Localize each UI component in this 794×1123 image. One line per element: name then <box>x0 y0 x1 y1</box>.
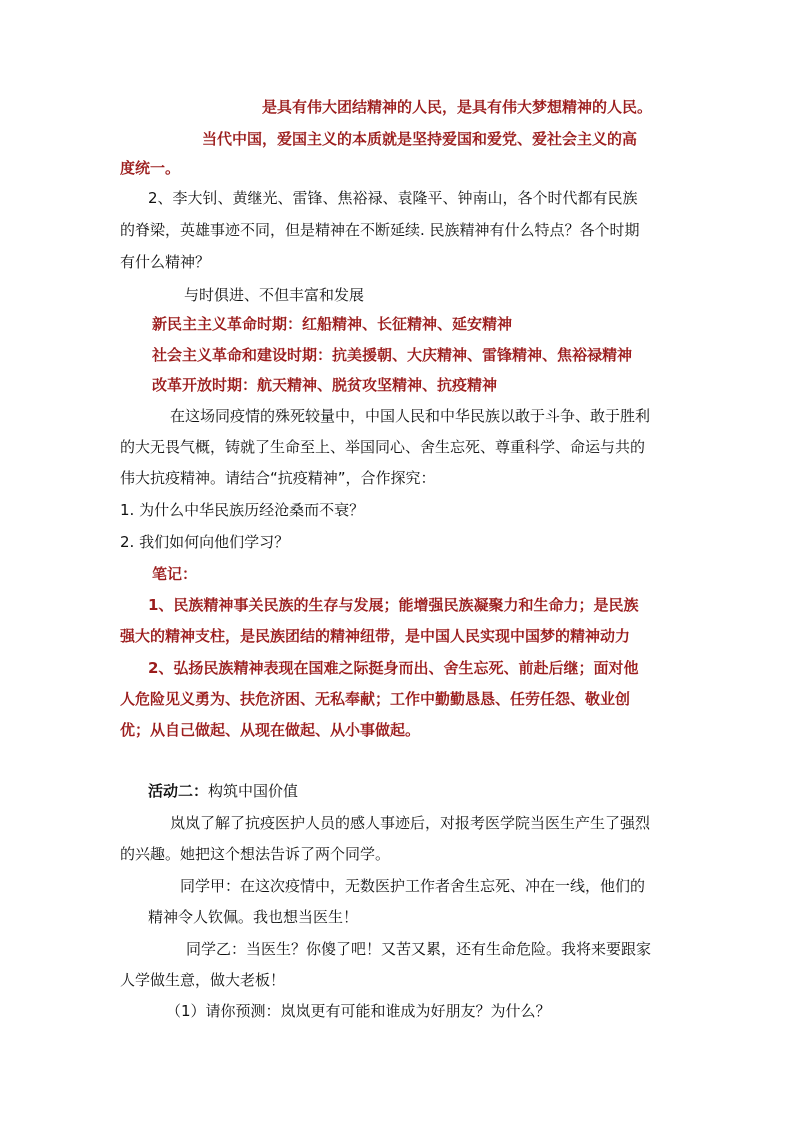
answer2-period-2 <box>152 345 632 365</box>
period-label: 改革开放时期： <box>152 376 258 394</box>
epidemic-line3: 伟大抗疫精神。请结合“抗疫精神”，合作探究： <box>120 469 436 487</box>
q2-line2: 的脊梁，英雄事迹不同，但是精神在不断延续. 民族精神有什么特点？各个时期 <box>120 221 640 239</box>
epidemic-line2: 的大无畏气概，铸就了生命至上、举国同心、舍生忘死、尊重科学、命运与共的 <box>120 438 646 456</box>
answer2-period-3 <box>152 375 497 395</box>
para1-line3: 度统一。 <box>120 159 181 177</box>
notes-item2-line3: 优；从自己做起、从现在做起、从小事做起。 <box>120 721 421 739</box>
q2-line1: 2、李大钊、黄继光、雷锋、焦裕禄、袁隆平、钟南山，各个时代都有民族 <box>148 189 638 207</box>
epidemic-question1: 1. 为什么中华民族历经沧桑而不衰？ <box>120 501 365 519</box>
activity2-question1: （1）请你预测：岚岚更有可能和谁成为好朋友？为什么？ <box>166 1002 551 1020</box>
notes-item2-line2: 人危险见义勇为、扶危济困、无私奉献；工作中勤勤恳恳、任劳任怨、敬业创 <box>120 690 631 708</box>
notes-item1-line1: 1、民族精神事关民族的生存与发展；能增强民族凝聚力和生命力；是民族 <box>148 596 639 614</box>
activity2-label: 活动二： <box>148 782 209 800</box>
studentA-line1: 同学甲：在这次疫情中，无数医护工作者舍生忘死、冲在一线，他们的 <box>180 877 646 895</box>
answer2-feature: 与时俱进、不但丰富和发展 <box>184 286 365 304</box>
notes-title: 笔记： <box>152 565 198 583</box>
period-label: 新民主主义革命时期： <box>152 315 303 333</box>
period-content: 航天精神、脱贫攻坚精神、抗疫精神 <box>257 376 498 394</box>
notes-item2-line1: 2、弘扬民族精神表现在国难之际挺身而出、舍生忘死、前赴后继；面对他 <box>148 659 639 677</box>
q2-line3: 有什么精神？ <box>120 253 211 271</box>
studentB-line1: 同学乙：当医生？你傻了吧！又苦又累，还有生命危险。我将来要跟家 <box>186 940 652 958</box>
para1-line1: 是具有伟大团结精神的人民，是具有伟大梦想精神的人民。 <box>262 98 653 116</box>
activity2-heading <box>148 781 298 801</box>
period-content: 红船精神、长征精神、延安精神 <box>302 315 513 333</box>
studentB-line2: 人学做生意，做大老板！ <box>120 971 286 989</box>
period-content: 抗美援朝、大庆精神、雷锋精神、焦裕禄精神 <box>332 346 633 364</box>
notes-item1-line2: 强大的精神支柱，是民族团结的精神纽带，是中国人民实现中国梦的精神动力 <box>120 627 631 645</box>
answer2-period-1 <box>152 314 512 334</box>
para1-line2: 当代中国，爱国主义的本质就是坚持爱国和爱党、爱社会主义的高 <box>202 130 638 148</box>
activity2-intro-line2: 的兴趣。她把这个想法告诉了两个同学。 <box>120 845 391 863</box>
epidemic-question2: 2. 我们如何向他们学习？ <box>120 533 290 551</box>
studentA-line2: 精神令人钦佩。我也想当医生！ <box>148 908 359 926</box>
activity2-title: 构筑中国价值 <box>208 782 299 800</box>
epidemic-line1: 在这场同疫情的殊死较量中，中国人民和中华民族以敢于斗争、敢于胜利 <box>170 407 651 425</box>
activity2-intro-line1: 岚岚了解了抗疫医护人员的感人事迹后，对报考医学院当医生产生了强烈 <box>170 814 651 832</box>
period-label: 社会主义革命和建设时期： <box>152 346 333 364</box>
